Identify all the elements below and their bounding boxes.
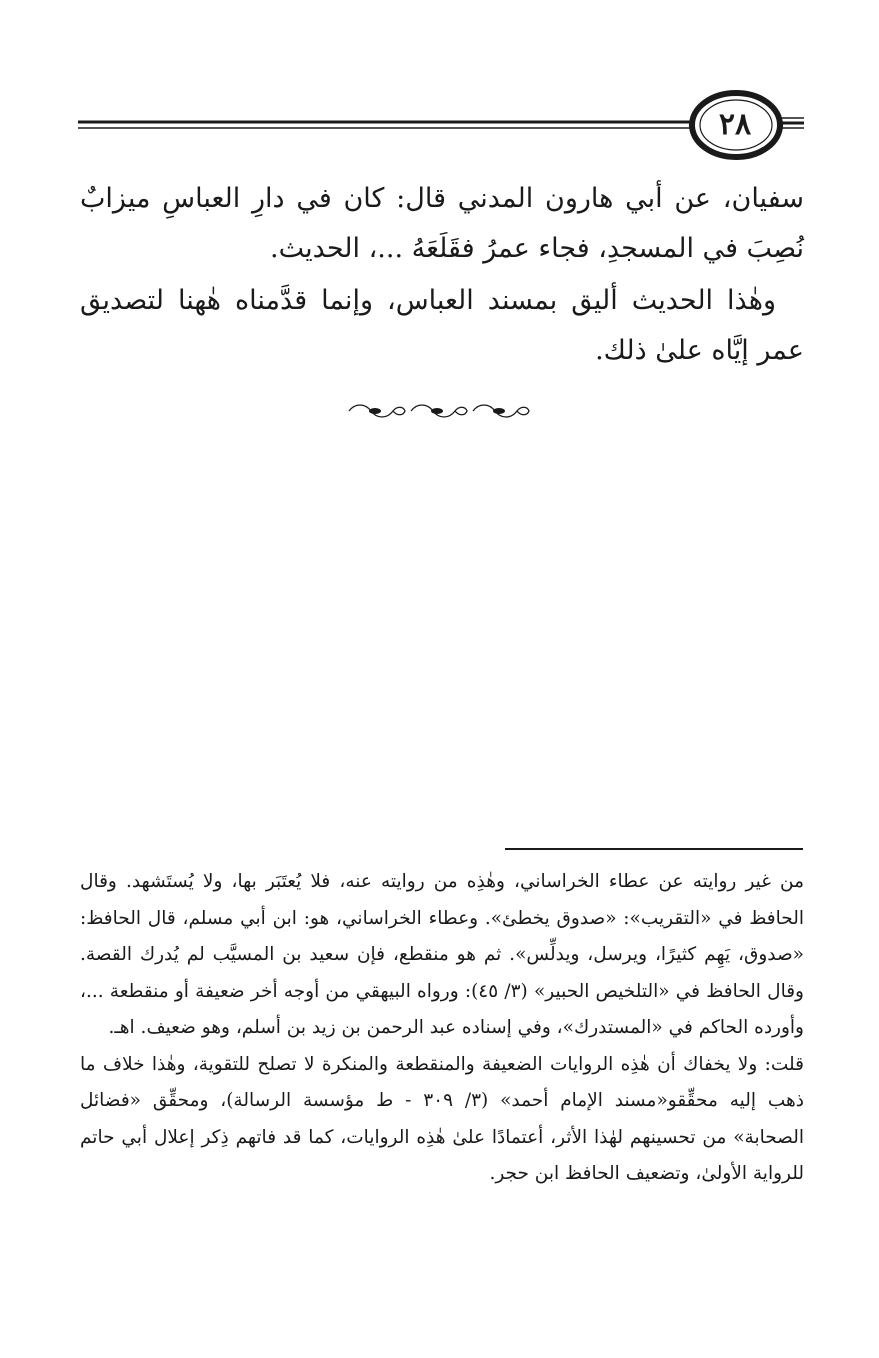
footnote-paragraph: من غير روايته عن عطاء الخراساني، وهٰذِه من روايته عنه، فلا يُعتَبَر بها، ولا يُستَشهد. وقال الحافظ في «التقريب»: «صدوق يخطئ». وعطاء الخراساني، هو: ابن أبي مسلم، قال الحافظ: «صدوق، يَهِم كثيرًا، ويرسل، ويدلِّس». ثم هو منقطع، فإن سعيد بن المسيَّب لم يُدرك القصة. وقال الحافظ في «التلخيص الحبير» (٣/ ٤٥): ورواه البيهقي من أوجه أخر ضعيفة أو منقطعة ...، وأورده الحاكم في «المستدرك»، وفي إسناده عبد الرحمن بن زيد بن أسلم، وهو ضعيف. اهـ. xyxy=(80,871,804,1038)
footnotes xyxy=(80,864,804,1193)
footnote-separator xyxy=(505,848,803,850)
main-paragraph: سفيان، عن أبي هارون المدني قال: كان في دارِ العباسِ ميزابٌ نُصِبَ في المسجدِ، فجاء عمرُ فقَلَعَهُ ...، الحديث. xyxy=(80,183,804,264)
main-text xyxy=(80,174,804,376)
footnote-paragraph: قلت: ولا يخفاك أن هٰذِه الروايات الضعيفة والمنقطعة والمنكرة لا تصلح للتقوية، وهٰذا خلاف ما ذهب إليه محقِّقو«مسند الإمام أحمد» (٣/ ٣٠٩ - ط مؤسسة الرسالة)، ومحقِّق «فضائل الصحابة» من تحسينهم لهٰذا الأثر، أعتمادًا علىٰ هٰذِه الروايات، كما قد فاتهم ذِكر إعلال أبي حاتم للرواية الأولىٰ، وتضعيف الحافظ ابن حجر. xyxy=(80,1053,804,1184)
page-header xyxy=(78,88,804,168)
floral-divider-icon xyxy=(345,400,535,422)
main-paragraph: وهٰذا الحديث أليق بمسند العباس، وإنما قدَّمناه هٰهنا لتصديق عمر إيَّاه علىٰ ذلك. xyxy=(80,285,804,366)
page-number: ٢٨ xyxy=(718,107,752,142)
